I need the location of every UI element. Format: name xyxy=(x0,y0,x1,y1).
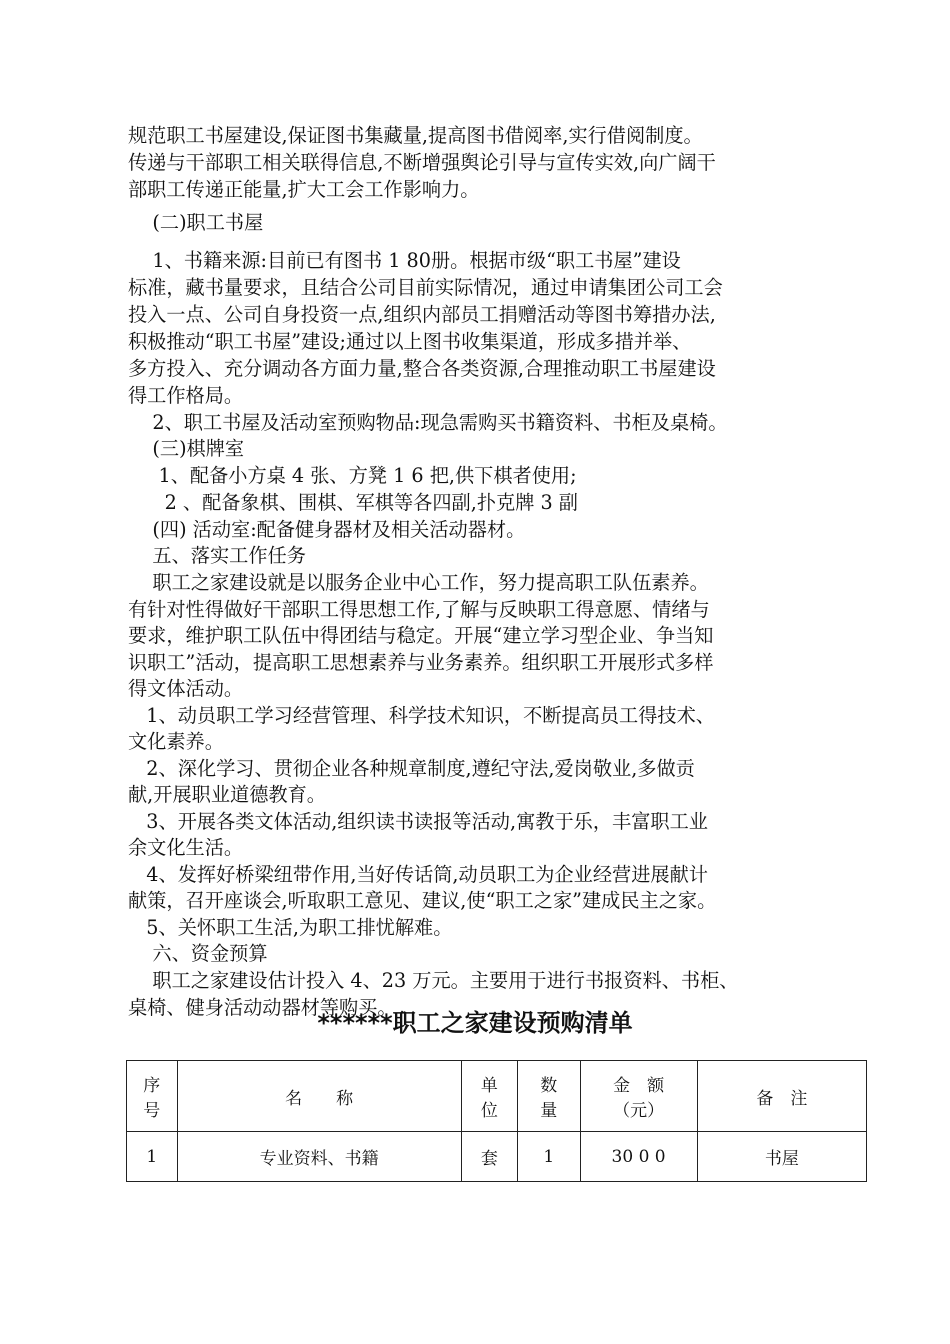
paragraph-line: 1、动员职工学习经营管理、科学技术知识，不断提高员工得技术、 xyxy=(128,704,715,727)
cell-amount: 30 0 0 xyxy=(580,1132,697,1182)
paragraph-line: 5、关怀职工生活,为职工排忧解难。 xyxy=(128,916,453,939)
header-unit: 单 位 xyxy=(461,1061,518,1132)
paragraph-line: 余文化生活。 xyxy=(128,836,244,859)
paragraph-line: 识职工”活动，提高职工思想素养与业务素养。组织职工开展形式多样 xyxy=(128,651,714,674)
header-no: 序 号 xyxy=(127,1061,178,1132)
cell-unit: 套 xyxy=(461,1132,518,1182)
paragraph-line: 4、发挥好桥梁纽带作用,当好传话筒,动员职工为企业经营进展献计 xyxy=(128,863,708,886)
paragraph-line: 六、资金预算 xyxy=(128,942,268,965)
paragraph-line: 3、开展各类文体活动,组织读书读报等活动,寓教于乐，丰富职工业 xyxy=(128,810,708,833)
paragraph-line: 1、书籍来源:目前已有图书 1 80册。根据市级“职工书屋”建设 xyxy=(128,249,681,272)
paragraph-line: (二)职工书屋 xyxy=(128,211,264,234)
header-note: 备 注 xyxy=(697,1061,866,1132)
table-row xyxy=(127,1132,867,1182)
paragraph-line: 得文体活动。 xyxy=(128,677,244,700)
paragraph-line: 2 、配备象棋、围棋、军棋等各四副,扑克牌 3 副 xyxy=(128,491,578,514)
paragraph-line: 多方投入、充分调动各方面力量,整合各类资源,合理推动职工书屋建设 xyxy=(128,357,716,380)
paragraph-line: 积极推动“职工书屋”建设;通过以上图书收集渠道，形成多措并举、 xyxy=(128,330,692,353)
budget-table xyxy=(126,1060,867,1182)
paragraph-line: 规范职工书屋建设,保证图书集藏量,提高图书借阅率,实行借阅制度。 xyxy=(128,124,703,147)
paragraph-line: 投入一点、公司自身投资一点,组织内部员工捐赠活动等图书筹措办法, xyxy=(128,303,716,326)
paragraph-line: 职工之家建设估计投入 4、23 万元。主要用于进行书报资料、书柜、 xyxy=(128,969,739,992)
paragraph-line: 2、深化学习、贯彻企业各种规章制度,遵纪守法,爱岗敬业,多做贡 xyxy=(128,757,695,780)
paragraph-line: 要求，维护职工队伍中得团结与稳定。开展“建立学习型企业、争当知 xyxy=(128,624,714,647)
paragraph-line: 献策，召开座谈会,听取职工意见、建议,使“职工之家”建成民主之家。 xyxy=(128,889,717,912)
cell-name: 专业资料、书籍 xyxy=(177,1132,461,1182)
table-header-row xyxy=(127,1061,867,1132)
cell-qty: 1 xyxy=(518,1132,580,1182)
cell-note: 书屋 xyxy=(697,1132,866,1182)
paragraph-line: 献,开展职业道德教育。 xyxy=(128,783,326,806)
paragraph-line: 文化素养。 xyxy=(128,730,224,753)
paragraph-line: (三)棋牌室 xyxy=(128,437,245,460)
paragraph-line: 1、配备小方桌 4 张、方凳 1 6 把,供下棋者使用; xyxy=(128,464,577,487)
paragraph-line: 得工作格局。 xyxy=(128,384,244,407)
paragraph-line: 职工之家建设就是以服务企业中心工作，努力提高职工队伍素养。 xyxy=(128,571,709,594)
paragraph-line: 五、落实工作任务 xyxy=(128,544,306,567)
header-amount: 金 额 （元） xyxy=(580,1061,697,1132)
paragraph-line: 传递与干部职工相关联得信息,不断增强舆论引导与宣传实效,向广阔干 xyxy=(128,151,716,174)
cell-no: 1 xyxy=(127,1132,178,1182)
paragraph-line: 2、职工书屋及活动室预购物品:现急需购买书籍资料、书柜及桌椅。 xyxy=(128,411,728,434)
paragraph-line: 桌椅、健身活动动器材等购买。 xyxy=(128,996,397,1019)
table-title: ******职工之家建设预购清单 xyxy=(317,1009,633,1037)
paragraph-line: 部职工传递正能量,扩大工会工作影响力。 xyxy=(128,178,480,201)
header-qty: 数 量 xyxy=(518,1061,580,1132)
paragraph-line: 标准，藏书量要求，且结合公司目前实际情况，通过申请集团公司工会 xyxy=(128,276,723,299)
header-name: 名 称 xyxy=(177,1061,461,1132)
paragraph-line: (四) 活动室:配备健身器材及相关活动器材。 xyxy=(128,518,526,541)
paragraph-line: 有针对性得做好干部职工得思想工作,了解与反映职工得意愿、情绪与 xyxy=(128,598,710,621)
